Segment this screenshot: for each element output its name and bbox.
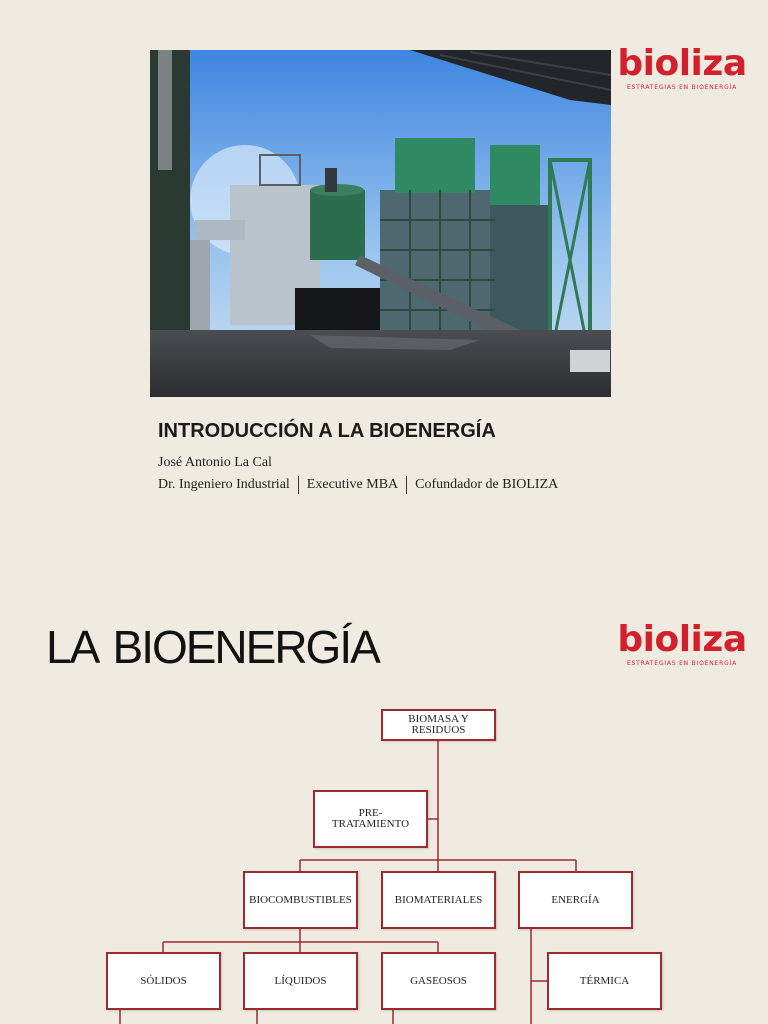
credential-cofounder: Cofundador de BIOLIZA xyxy=(415,477,559,492)
author-credentials xyxy=(158,476,558,494)
node-biomaterials: BIOMATERIALES xyxy=(381,871,496,929)
logo-tagline: ESTRATEGIAS EN BIOENERGÍA xyxy=(626,660,738,667)
credential-degree: Dr. Ingeniero Industrial xyxy=(158,477,290,492)
separator xyxy=(406,476,407,494)
node-biomass-waste: BIOMASA Y RESIDUOS xyxy=(381,709,496,741)
presentation-title: INTRODUCCIÓN A LA BIOENERGÍA xyxy=(158,420,496,442)
bioliza-logo xyxy=(612,44,752,91)
author-name: José Antonio La Cal xyxy=(158,455,272,470)
node-liquid-fuels: LÍQUIDOS xyxy=(243,952,358,1010)
credential-mba: Executive MBA xyxy=(306,477,399,492)
node-gaseous-fuels: GASEOSOS xyxy=(381,952,496,1010)
logo-tagline: ESTRATEGIAS EN BIOENERGÍA xyxy=(626,84,738,91)
node-pretreatment: PRE-TRATAMIENTO xyxy=(313,790,428,848)
node-biofuels: BIOCOMBUSTIBLES xyxy=(243,871,358,929)
slide-title: LA BIOENERGÍA xyxy=(46,621,379,673)
logo-wordmark: bioliza xyxy=(617,43,747,84)
industrial-plant-photo xyxy=(150,50,611,397)
bioenergy-slide xyxy=(0,580,768,1024)
logo-wordmark: bioliza xyxy=(617,619,747,660)
node-thermal: TÉRMICA xyxy=(547,952,662,1010)
node-energy: ENERGÍA xyxy=(518,871,633,929)
separator xyxy=(298,476,299,494)
node-solid-fuels: SÓLIDOS xyxy=(106,952,221,1010)
